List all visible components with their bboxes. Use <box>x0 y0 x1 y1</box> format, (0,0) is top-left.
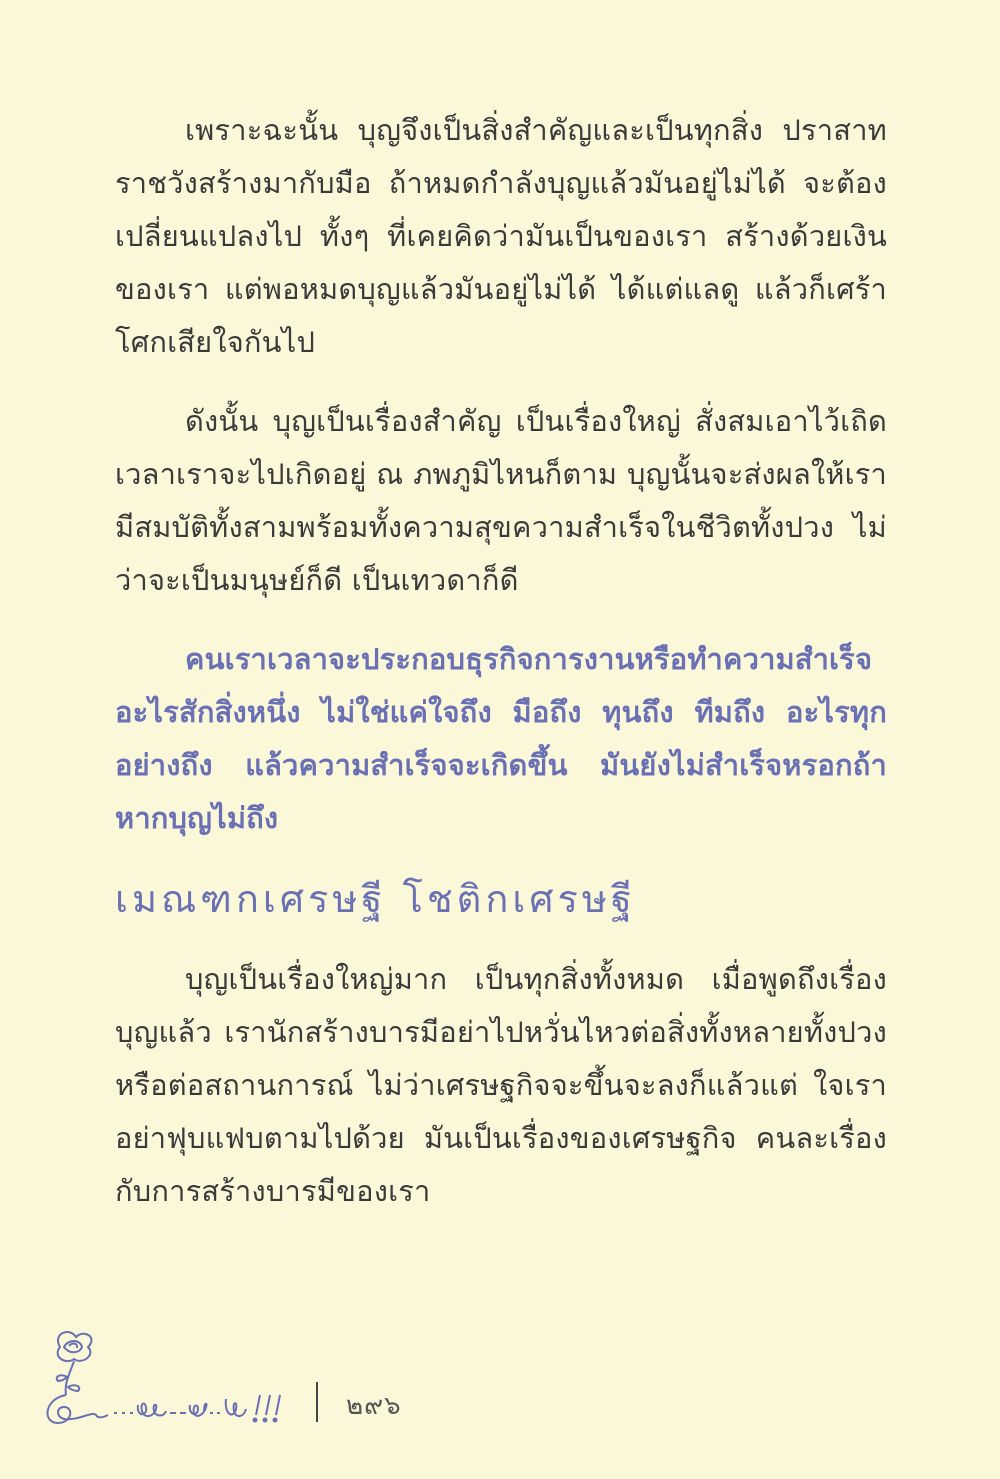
rose-icon <box>57 1332 92 1395</box>
paragraph-1: เพราะฉะนั้น บุญจึงเป็นสิ่งสำคัญและเป็นทุกสิ่ง ปราสาทราชวังสร้างมากับมือ ถ้าหมดกำลังบุญแล้วมันอยู่ไม่ได้ จะต้องเปลี่ยนแปลงไป ทั้งๆ ที่เคยคิดว่ามันเป็นของเรา สร้างด้วยเงินของเรา แต่พอหมดบุญแล้วมันอยู่ไม่ได้ ได้แต่แลดู แล้วก็เศร้าโศกเสียใจกันไป <box>115 113 887 359</box>
closing-paragraph: บุญเป็นเรื่องใหญ่มาก เป็นทุกสิ่งทั้งหมด เมื่อพูดถึงเรื่องบุญแล้ว เรานักสร้างบารมีอย่าไปหวั่นไหวต่อสิ่งทั้งหลายทั้งปวงหรือต่อสถานการณ์ ไม่ว่าเศรษฐกิจจะขึ้นจะลงก็แล้วแต่ ใจเราอย่าฟุบแฟบตามไปด้วย มันเป็นเรื่องของเศรษฐกิจ คนละเรื่องกับการสร้างบารมีของเรา <box>115 962 887 1208</box>
page-content <box>115 104 887 1244</box>
rose-signature-logo <box>38 1325 338 1435</box>
handwritten-signature-icon <box>48 1395 280 1423</box>
footer-divider <box>316 1382 318 1422</box>
emphasized-paragraph: คนเราเวลาจะประกอบธุรกิจการงานหรือทำความสำเร็จอะไรสักสิ่งหนึ่ง ไม่ใช่แค่ใจถึง มือถึง ทุนถึง ทีมถึง อะไรทุกอย่างถึง แล้วความสำเร็จจะเกิดขึ้น มันยังไม่สำเร็จหรอกถ้าหากบุญไม่ถึง <box>115 642 887 835</box>
paragraph-2: ดังนั้น บุญเป็นเรื่องสำคัญ เป็นเรื่องใหญ่ สั่งสมเอาไว้เถิด เวลาเราจะไปเกิดอยู่ ณ ภพภูมิไหนก็ตาม บุญนั้นจะส่งผลให้เรามีสมบัติทั้งสามพร้อมทั้งความสุขความสำเร็จในชีวิตทั้งปวง ไม่ว่าจะเป็นมนุษย์ก็ดี เป็นเทวดาก็ดี <box>115 404 887 597</box>
section-heading: เมณฑกเศรษฐี โชติกเศรษฐี <box>115 877 636 921</box>
page-number: ๒๙๖ <box>346 1391 402 1421</box>
